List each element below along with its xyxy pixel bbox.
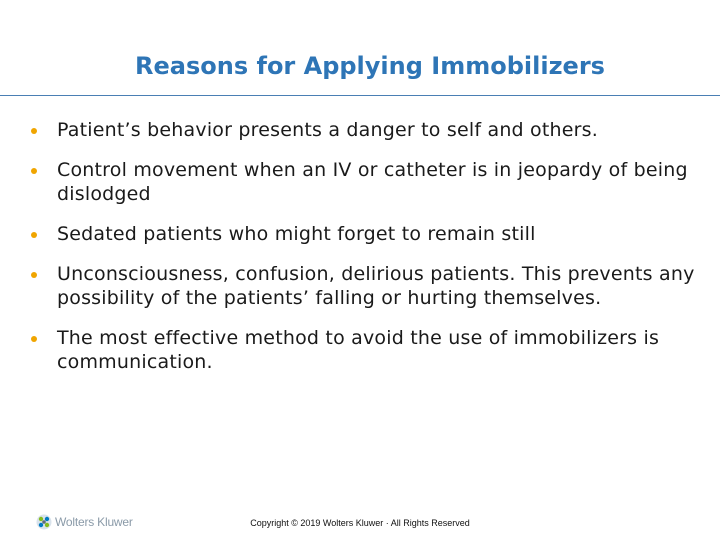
bullet-text: Control movement when an IV or catheter is in jeopardy of being dislodged (57, 159, 688, 205)
bullet-list (30, 118, 702, 390)
bullet-item (30, 222, 702, 246)
bullet-item (30, 118, 702, 142)
slide-title: Reasons for Applying Immobilizers (135, 52, 605, 80)
bullet-dot-icon (31, 272, 37, 278)
bullet-dot-icon (31, 128, 37, 134)
bullet-dot-icon (31, 168, 37, 174)
copyright-notice: Copyright © 2019 Wolters Kluwer · All Rights Reserved (250, 518, 470, 528)
bullet-item (30, 262, 702, 310)
bullet-item (30, 158, 702, 206)
bullet-dot-icon (31, 336, 37, 342)
bullet-text: Sedated patients who might forget to remain still (57, 223, 536, 245)
bullet-text: Patient’s behavior presents a danger to self and others. (57, 119, 599, 141)
bullet-dot-icon (31, 232, 37, 238)
logo-text: Wolters Kluwer (55, 515, 133, 529)
bullet-text: Unconsciousness, confusion, delirious patients. This prevents any possibility of the patients’ falling or hurting themselves. (57, 263, 695, 309)
title-divider (0, 95, 720, 96)
bullet-item (30, 326, 702, 374)
bullet-text: The most effective method to avoid the use of immobilizers is communication. (57, 327, 660, 373)
